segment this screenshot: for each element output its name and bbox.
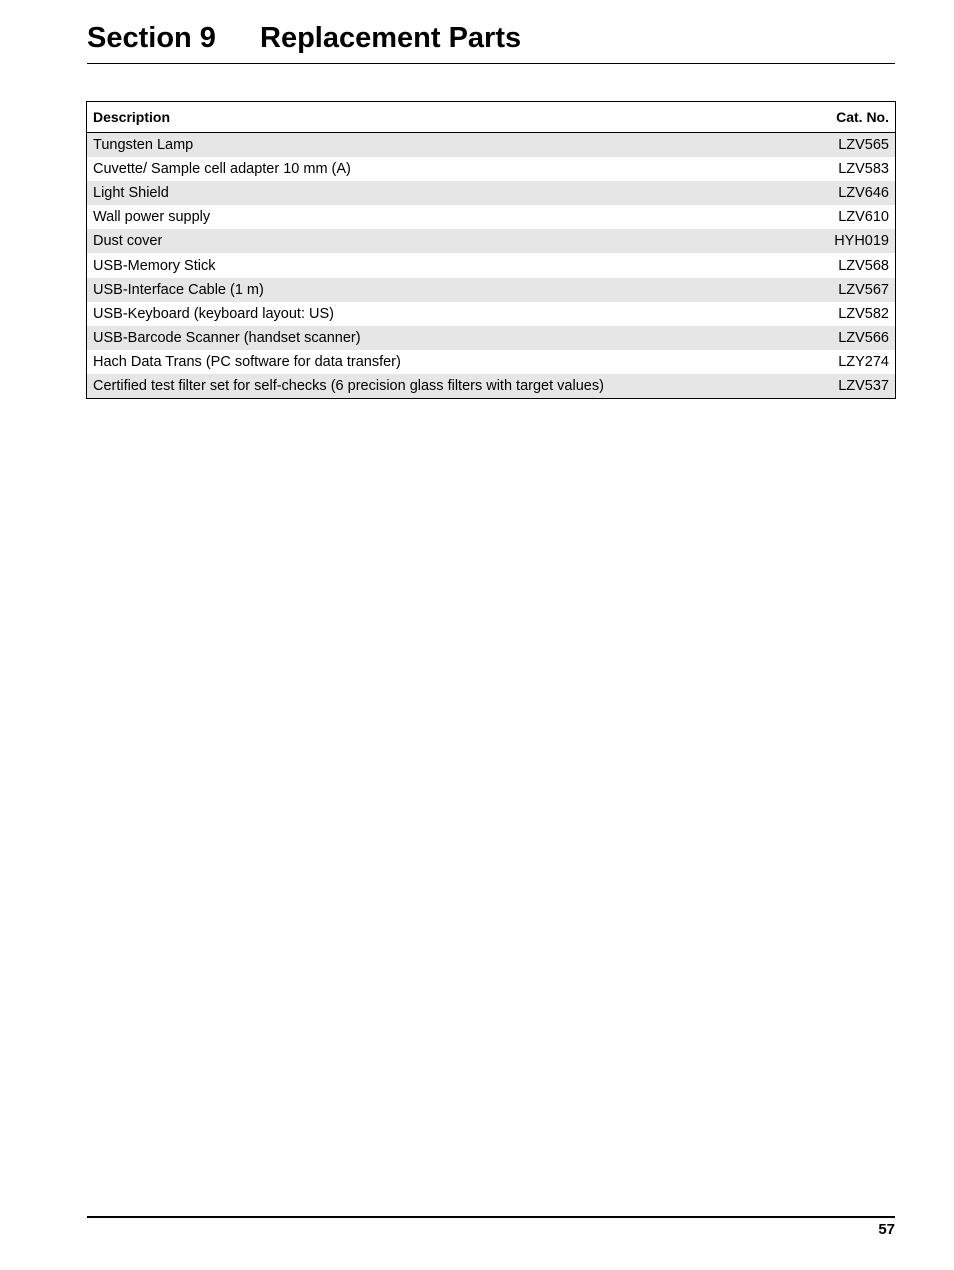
table-row	[87, 326, 895, 350]
table-row	[87, 253, 895, 277]
cell-description: USB-Memory Stick	[93, 257, 216, 274]
cell-cat-no: LZV566	[838, 329, 889, 346]
section-number: Section 9	[87, 22, 216, 54]
cell-cat-no: LZV565	[838, 137, 889, 154]
replacement-parts-table	[86, 101, 896, 399]
cell-cat-no: LZY274	[838, 353, 889, 370]
cell-description: Light Shield	[93, 185, 169, 202]
table-row	[87, 157, 895, 181]
section-header	[87, 20, 895, 64]
footer-divider	[87, 1216, 895, 1218]
cell-cat-no: LZV582	[838, 305, 889, 322]
cell-cat-no: LZV646	[838, 185, 889, 202]
cell-description: USB-Interface Cable (1 m)	[93, 281, 264, 298]
cell-description: Dust cover	[93, 233, 163, 250]
column-header-cat-no: Cat. No.	[836, 109, 889, 125]
table-row	[87, 181, 895, 205]
cell-description: USB-Keyboard (keyboard layout: US)	[93, 305, 334, 322]
cell-description: USB-Barcode Scanner (handset scanner)	[93, 329, 361, 346]
cell-cat-no: LZV583	[838, 161, 889, 178]
table-header-row	[87, 102, 895, 133]
cell-description: Hach Data Trans (PC software for data transfer)	[93, 353, 401, 370]
cell-cat-no: LZV568	[838, 257, 889, 274]
cell-cat-no: LZV537	[838, 377, 889, 394]
cell-description: Cuvette/ Sample cell adapter 10 mm (A)	[93, 161, 351, 178]
section-title: Replacement Parts	[260, 22, 522, 54]
table-row	[87, 374, 895, 398]
cell-description: Wall power supply	[93, 209, 211, 226]
page-number: 57	[878, 1221, 895, 1238]
cell-cat-no: LZV567	[838, 281, 889, 298]
table-row	[87, 205, 895, 229]
cell-cat-no: LZV610	[838, 209, 889, 226]
table-row	[87, 229, 895, 253]
cell-cat-no: HYH019	[834, 233, 889, 250]
cell-description: Tungsten Lamp	[93, 137, 194, 154]
table-row	[87, 350, 895, 374]
column-header-description: Description	[93, 109, 171, 125]
cell-description: Certified test filter set for self-checks (6 precision glass filters with target values)	[93, 377, 604, 394]
table-row	[87, 133, 895, 157]
table-row	[87, 302, 895, 326]
table-body	[87, 133, 895, 398]
table-row	[87, 278, 895, 302]
